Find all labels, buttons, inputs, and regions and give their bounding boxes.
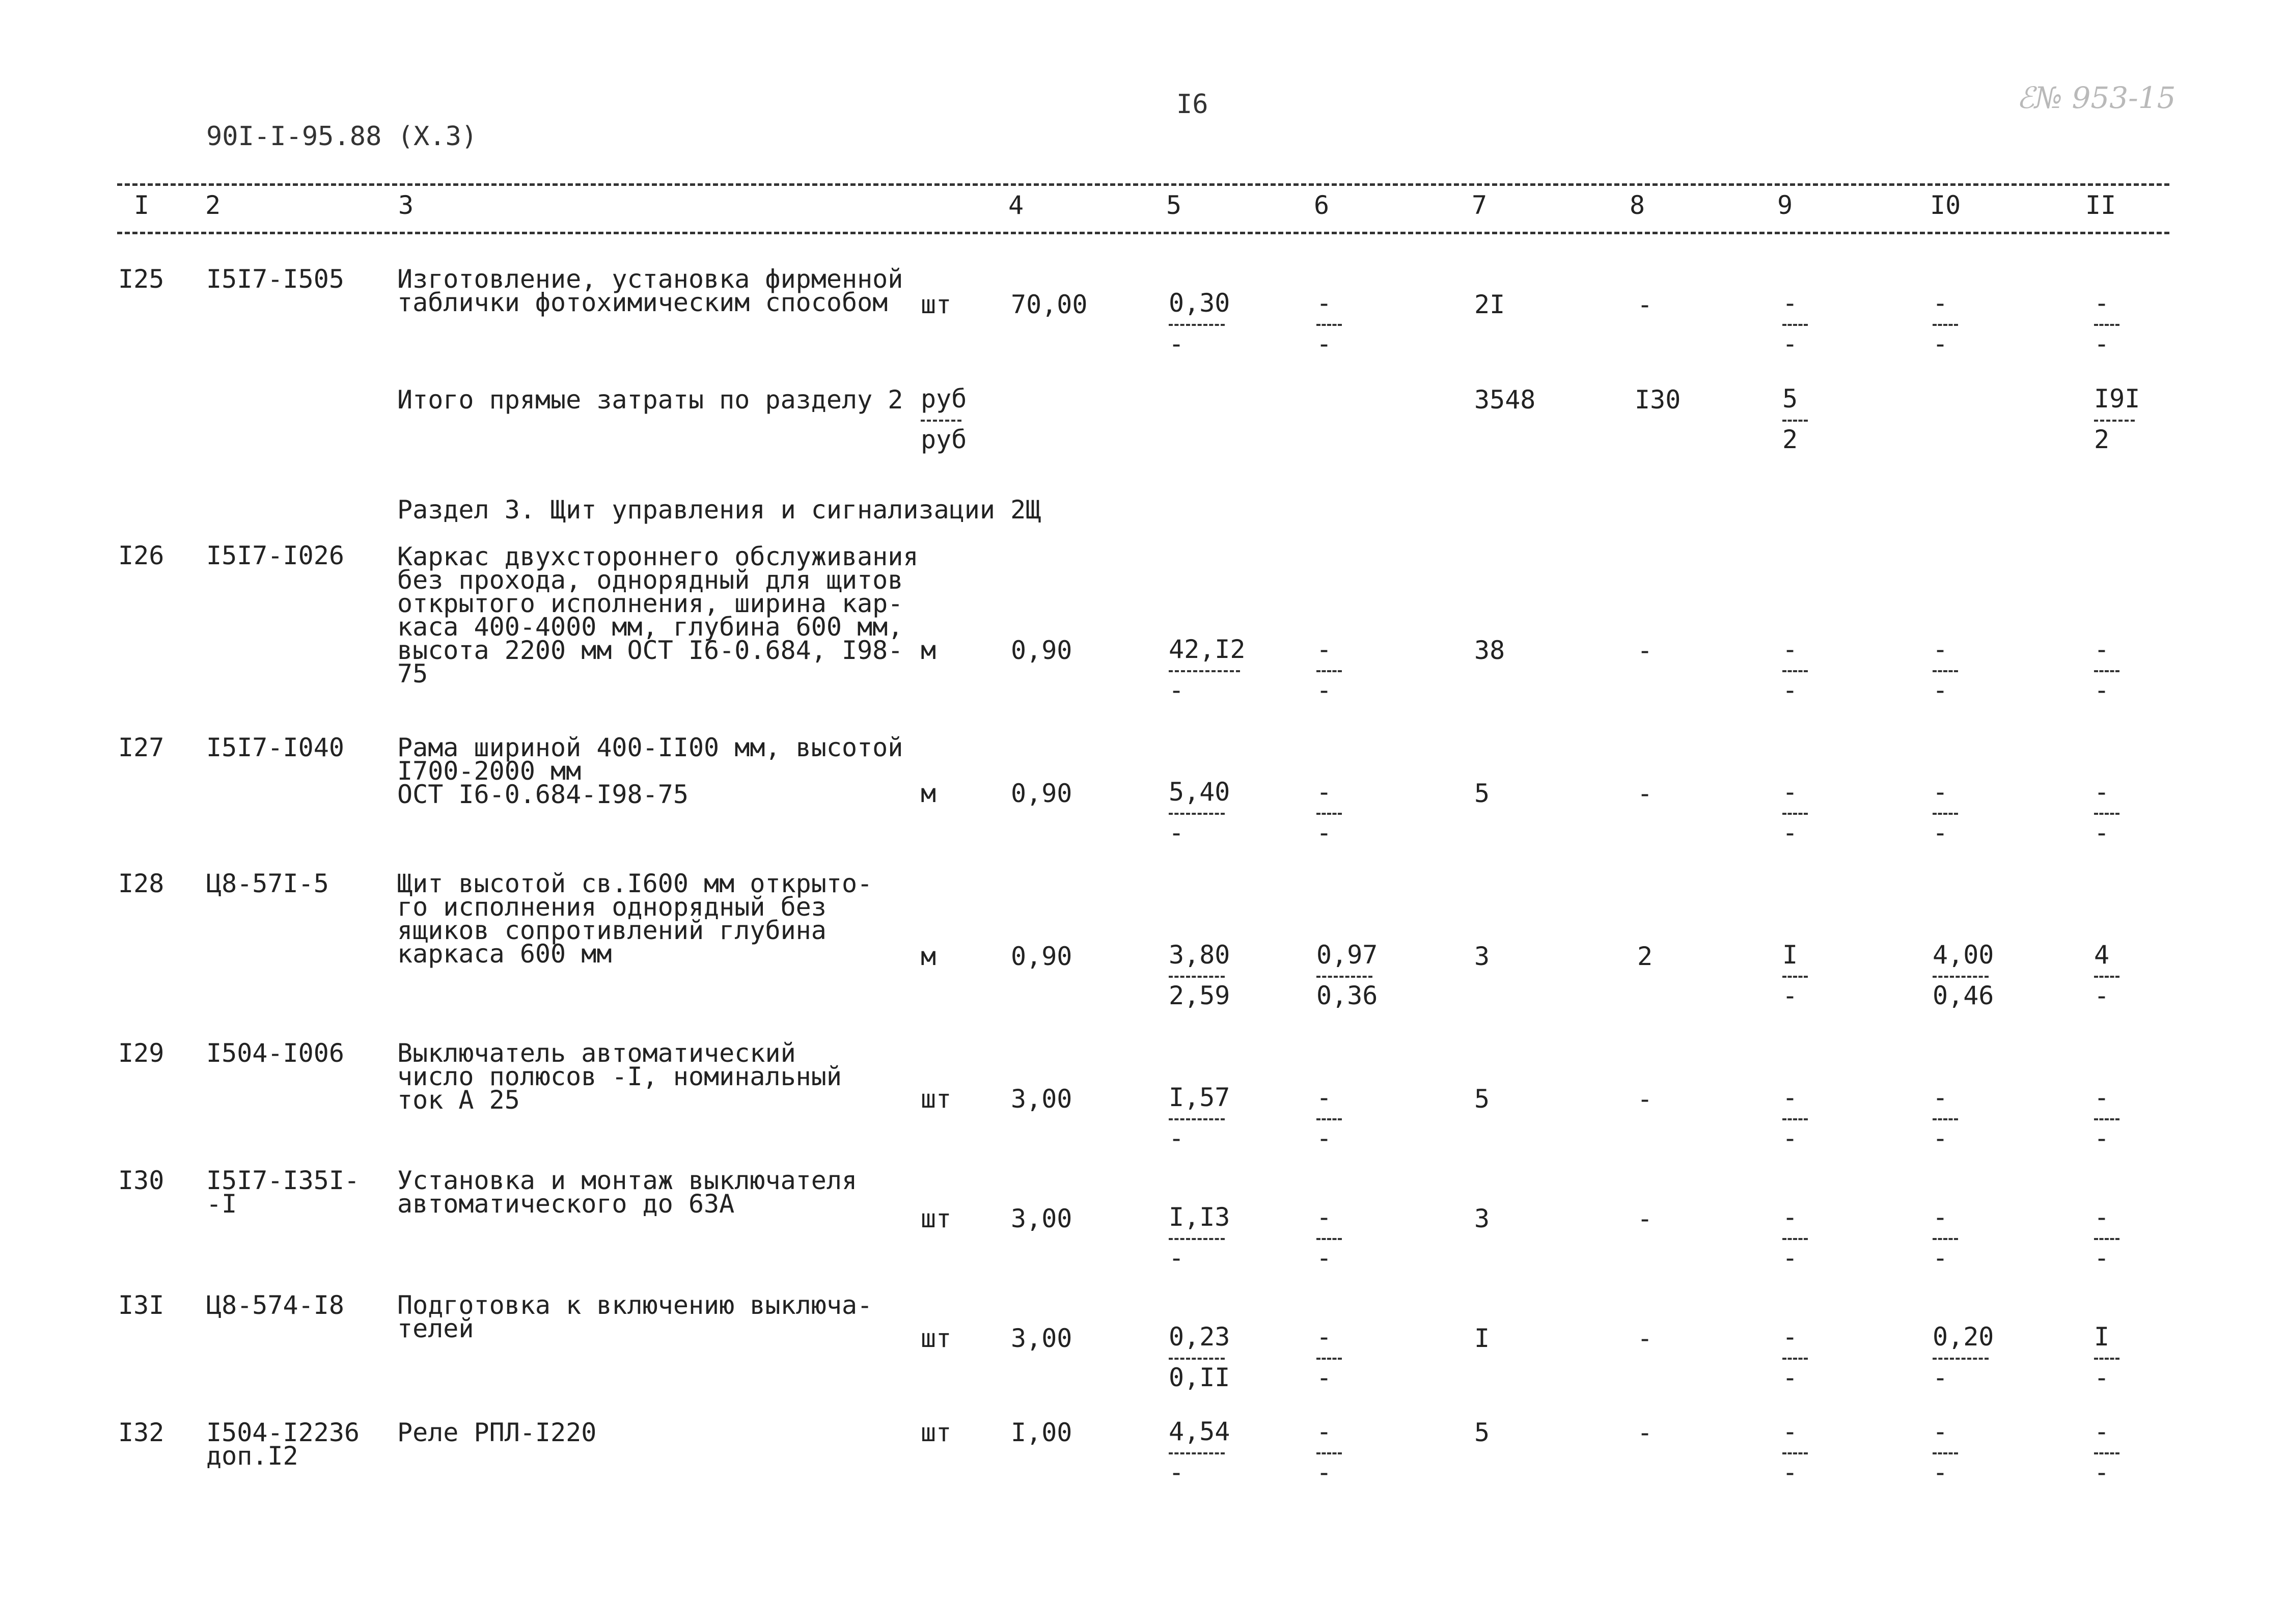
cell-col7: 2I: [1474, 290, 1505, 319]
col-head-7: 7: [1472, 190, 1488, 220]
cell-col9: [1782, 288, 1864, 359]
total-col7: 3548: [1474, 385, 1536, 415]
frac-num: -: [1316, 777, 1332, 807]
cell-col5: [1169, 637, 1250, 703]
row-number: I26: [118, 541, 164, 570]
row-description: Реле РПЛ-I220: [397, 1418, 597, 1447]
row-unit: шт: [921, 1204, 952, 1233]
cell-col8: -: [1637, 1204, 1653, 1233]
row-code: Ц8-574-I8: [206, 1290, 344, 1320]
frac-den: -: [2094, 1363, 2110, 1392]
frac-num: 5: [1782, 384, 1798, 414]
col-head-10: I0: [1930, 190, 1961, 220]
frac-den: -: [1933, 1457, 1948, 1487]
cell-col6: [1316, 288, 1398, 359]
frac-den: -: [1782, 675, 1798, 705]
frac-num: -: [1933, 1417, 1948, 1446]
cell-col10: [1933, 1085, 2014, 1151]
frac-num: -: [1782, 1202, 1798, 1232]
frac-den: -: [2094, 1457, 2110, 1487]
row-number: I25: [118, 264, 164, 294]
row-unit: шт: [921, 1324, 952, 1353]
row-description: Выключатель автоматический число полюсов -I, номинальный ток А 25: [397, 1038, 842, 1115]
frac-num: -: [1316, 1322, 1332, 1352]
frac-den: -: [2094, 818, 2110, 847]
frac-den: 2: [2094, 425, 2110, 454]
cell-col5: [1169, 1324, 1250, 1390]
cell-col5: [1169, 1204, 1250, 1271]
row-unit: шт: [921, 1084, 952, 1114]
frac-den: -: [2094, 675, 2110, 705]
cell-col8: -: [1637, 636, 1653, 665]
total-col9: [1782, 386, 1864, 452]
total-label: Итого прямые затраты по разделу 2: [397, 385, 903, 415]
row-quantity: 3,00: [1011, 1084, 1072, 1114]
frac-num: -: [1316, 635, 1332, 664]
header-top-rule: [117, 183, 2169, 186]
col-head-11: II: [2085, 190, 2116, 220]
frac-den: -: [1782, 1457, 1798, 1487]
frac-num: -: [2094, 1083, 2110, 1112]
archive-stamp: ℰ№ 953-15: [2017, 80, 2176, 115]
row-description: Каркас двухстороннего обслуживания без прохода, однорядный для щитов открытого исполнения, ширина кар- каса 400-4000 мм, глубина 600 мм, высота 2200 мм ОСТ I6-0.684, I98-75: [397, 542, 919, 689]
frac-den: -: [2094, 1123, 2110, 1153]
cell-col9: [1782, 637, 1864, 703]
frac-num: -: [1782, 288, 1798, 318]
frac-den: -: [1169, 675, 1185, 705]
frac-num: I: [1782, 940, 1798, 970]
row-number: I27: [118, 733, 164, 762]
frac-den: -: [1782, 1363, 1798, 1392]
total-unit: [921, 386, 1002, 452]
frac-den: -: [1316, 1123, 1332, 1153]
row-number: I3I: [118, 1290, 164, 1320]
cell-col7: 5: [1474, 1084, 1490, 1114]
frac-num: I,57: [1169, 1083, 1230, 1112]
frac-den: -: [1316, 1243, 1332, 1273]
frac-num: -: [1782, 1083, 1798, 1112]
document-code: 90I-I-95.88 (X.3): [206, 121, 478, 152]
row-description: Изготовление, установка фирменной таблички фотохимическим способом: [397, 264, 903, 317]
cell-col11: [2094, 1204, 2175, 1271]
frac-num: I,I3: [1169, 1202, 1230, 1232]
header-bottom-rule: [117, 232, 2169, 234]
frac-num: -: [1933, 1202, 1948, 1232]
frac-num: -: [1933, 635, 1948, 664]
frac-num: -: [1316, 1083, 1332, 1112]
frac-den: -: [1782, 329, 1798, 359]
frac-num: 0,97: [1316, 940, 1378, 970]
cell-col6: [1316, 1419, 1398, 1485]
frac-num: 42,I2: [1169, 635, 1246, 664]
frac-num: -: [2094, 777, 2110, 807]
frac-den: -: [1782, 1123, 1798, 1153]
cell-col9: [1782, 1324, 1864, 1390]
frac-den: -: [1316, 329, 1332, 359]
frac-den: -: [1933, 1243, 1948, 1273]
frac-num: 0,23: [1169, 1322, 1230, 1352]
col-head-4: 4: [1008, 190, 1024, 220]
row-code: I5I7-I35I- -I: [206, 1166, 360, 1219]
row-quantity: 70,00: [1011, 290, 1088, 319]
row-description: Подготовка к включению выключа- телей: [397, 1290, 873, 1343]
row-number: I28: [118, 869, 164, 898]
cell-col10: [1933, 1419, 2014, 1485]
cell-col5: [1169, 779, 1250, 845]
cell-col8: -: [1637, 1324, 1653, 1353]
frac-num: -: [2094, 288, 2110, 318]
cell-col11: [2094, 1085, 2175, 1151]
cell-col11: [2094, 1419, 2175, 1485]
frac-den: -: [1169, 1243, 1185, 1273]
frac-den: -: [1782, 818, 1798, 847]
frac-den: -: [1933, 329, 1948, 359]
frac-den: -: [2094, 1243, 2110, 1273]
frac-den: -: [1782, 981, 1798, 1010]
row-description: Щит высотой св.I600 мм открыто- го исполнения однорядный без ящиков сопротивлений глубина каркаса 600 мм: [397, 869, 873, 969]
col-head-8: 8: [1630, 190, 1645, 220]
cell-col5: [1169, 942, 1250, 1008]
section-title: Раздел 3. Щит управления и сигнализации 2Щ: [397, 495, 1041, 525]
frac-den: -: [1169, 1123, 1185, 1153]
cell-col6: [1316, 942, 1398, 1008]
cell-col8: -: [1637, 1418, 1653, 1447]
cell-col11: [2094, 637, 2175, 703]
frac-num: 3,80: [1169, 940, 1230, 970]
row-unit: м: [921, 779, 937, 808]
frac-num: -: [1316, 1202, 1332, 1232]
cell-col7: 5: [1474, 779, 1490, 808]
cell-col10: [1933, 1204, 2014, 1271]
row-code: I504-I006: [206, 1038, 344, 1068]
cell-col6: [1316, 779, 1398, 845]
cell-col8: 2: [1637, 942, 1653, 971]
cell-col7: 38: [1474, 636, 1505, 665]
row-quantity: 3,00: [1011, 1204, 1072, 1233]
cell-col6: [1316, 1204, 1398, 1271]
col-head-5: 5: [1166, 190, 1182, 220]
row-quantity: 0,90: [1011, 779, 1072, 808]
cell-col7: 5: [1474, 1418, 1490, 1447]
row-description: Рама шириной 400-II00 мм, высотой I700-2000 мм ОСТ I6-0.684-I98-75: [397, 733, 903, 809]
cell-col9: [1782, 942, 1864, 1008]
total-col8: I30: [1635, 385, 1681, 415]
cell-col11: [2094, 288, 2175, 359]
row-quantity: I,00: [1011, 1418, 1072, 1447]
frac-num: -: [2094, 635, 2110, 664]
row-description: Установка и монтаж выключателя автоматического до 63А: [397, 1166, 858, 1219]
cell-col11: [2094, 779, 2175, 845]
cell-col6: [1316, 637, 1398, 703]
frac-den: -: [1933, 675, 1948, 705]
frac-den: 0,II: [1169, 1363, 1230, 1392]
frac-num: -: [1316, 1417, 1332, 1446]
cell-col10: [1933, 637, 2014, 703]
frac-num: 5,40: [1169, 777, 1230, 807]
row-number: I29: [118, 1038, 164, 1068]
col-head-2: 2: [205, 190, 221, 220]
cell-col7: 3: [1474, 942, 1490, 971]
frac-den: -: [1933, 818, 1948, 847]
frac-num: -: [1782, 635, 1798, 664]
frac-den: -: [2094, 981, 2110, 1010]
frac-den: -: [1782, 1243, 1798, 1273]
frac-num: -: [1782, 1322, 1798, 1352]
frac-num: -: [1933, 777, 1948, 807]
row-number: I32: [118, 1418, 164, 1447]
frac-den: -: [1316, 1363, 1332, 1392]
cell-col5: [1169, 288, 1250, 359]
frac-num: 4: [2094, 940, 2110, 970]
frac-num: 4,54: [1169, 1417, 1230, 1446]
row-code: I5I7-I026: [206, 541, 344, 570]
cell-col5: [1169, 1419, 1250, 1485]
frac-den: -: [1933, 1363, 1948, 1392]
frac-num: -: [1782, 777, 1798, 807]
cell-col9: [1782, 1419, 1864, 1485]
total-col11: [2094, 386, 2175, 452]
row-code: I5I7-I040: [206, 733, 344, 762]
frac-den: -: [1169, 1457, 1185, 1487]
cell-col7: I: [1474, 1324, 1490, 1353]
frac-den: -: [1169, 818, 1185, 847]
frac-den: 0,36: [1316, 981, 1378, 1010]
frac-den: -: [2094, 329, 2110, 359]
frac-num: -: [1933, 288, 1948, 318]
frac-den: 2: [1782, 425, 1798, 454]
row-number: I30: [118, 1166, 164, 1195]
col-head-1: I: [134, 190, 150, 220]
cell-col8: -: [1637, 290, 1653, 319]
frac-den: 2,59: [1169, 981, 1230, 1010]
row-code: I504-I2236 доп.I2: [206, 1418, 360, 1471]
frac-num: -: [1316, 288, 1332, 318]
frac-num: -: [2094, 1417, 2110, 1446]
frac-num: -: [1933, 1083, 1948, 1112]
row-code: Ц8-57I-5: [206, 869, 329, 898]
frac-den: -: [1316, 675, 1332, 705]
row-unit: шт: [921, 1418, 952, 1447]
frac-num: 4,00: [1933, 940, 1994, 970]
frac-den: -: [1316, 818, 1332, 847]
frac-den: -: [1316, 1457, 1332, 1487]
frac-den: -: [1933, 1123, 1948, 1153]
cell-col9: [1782, 1204, 1864, 1271]
cell-col11: [2094, 1324, 2175, 1390]
row-code: I5I7-I505: [206, 264, 344, 294]
frac-den: 0,46: [1933, 981, 1994, 1010]
frac-num: -: [2094, 1202, 2110, 1232]
row-unit: м: [921, 942, 937, 971]
cell-col9: [1782, 1085, 1864, 1151]
row-unit: шт: [921, 290, 952, 319]
cell-col7: 3: [1474, 1204, 1490, 1233]
row-unit: м: [921, 636, 937, 665]
frac-num: -: [1782, 1417, 1798, 1446]
col-head-3: 3: [398, 190, 414, 220]
cell-col6: [1316, 1085, 1398, 1151]
row-quantity: 0,90: [1011, 942, 1072, 971]
row-quantity: 3,00: [1011, 1324, 1072, 1353]
frac-den: -: [1169, 329, 1185, 359]
frac-num: I: [2094, 1322, 2110, 1352]
cell-col8: -: [1637, 1084, 1653, 1114]
cell-col9: [1782, 779, 1864, 845]
frac-num: 0,20: [1933, 1322, 1994, 1352]
col-head-6: 6: [1314, 190, 1330, 220]
col-head-9: 9: [1777, 190, 1793, 220]
cell-col11: [2094, 942, 2175, 1008]
frac-num: руб: [921, 384, 967, 414]
cell-col10: [1933, 288, 2014, 359]
frac-den: руб: [921, 425, 967, 454]
page-number: I6: [1176, 89, 1208, 120]
cell-col5: [1169, 1085, 1250, 1151]
frac-num: I9I: [2094, 384, 2140, 414]
cell-col6: [1316, 1324, 1398, 1390]
cell-col10: [1933, 779, 2014, 845]
frac-num: 0,30: [1169, 288, 1230, 318]
row-quantity: 0,90: [1011, 636, 1072, 665]
cell-col10: [1933, 942, 2014, 1008]
cell-col10: [1933, 1324, 2014, 1390]
cell-col8: -: [1637, 779, 1653, 808]
